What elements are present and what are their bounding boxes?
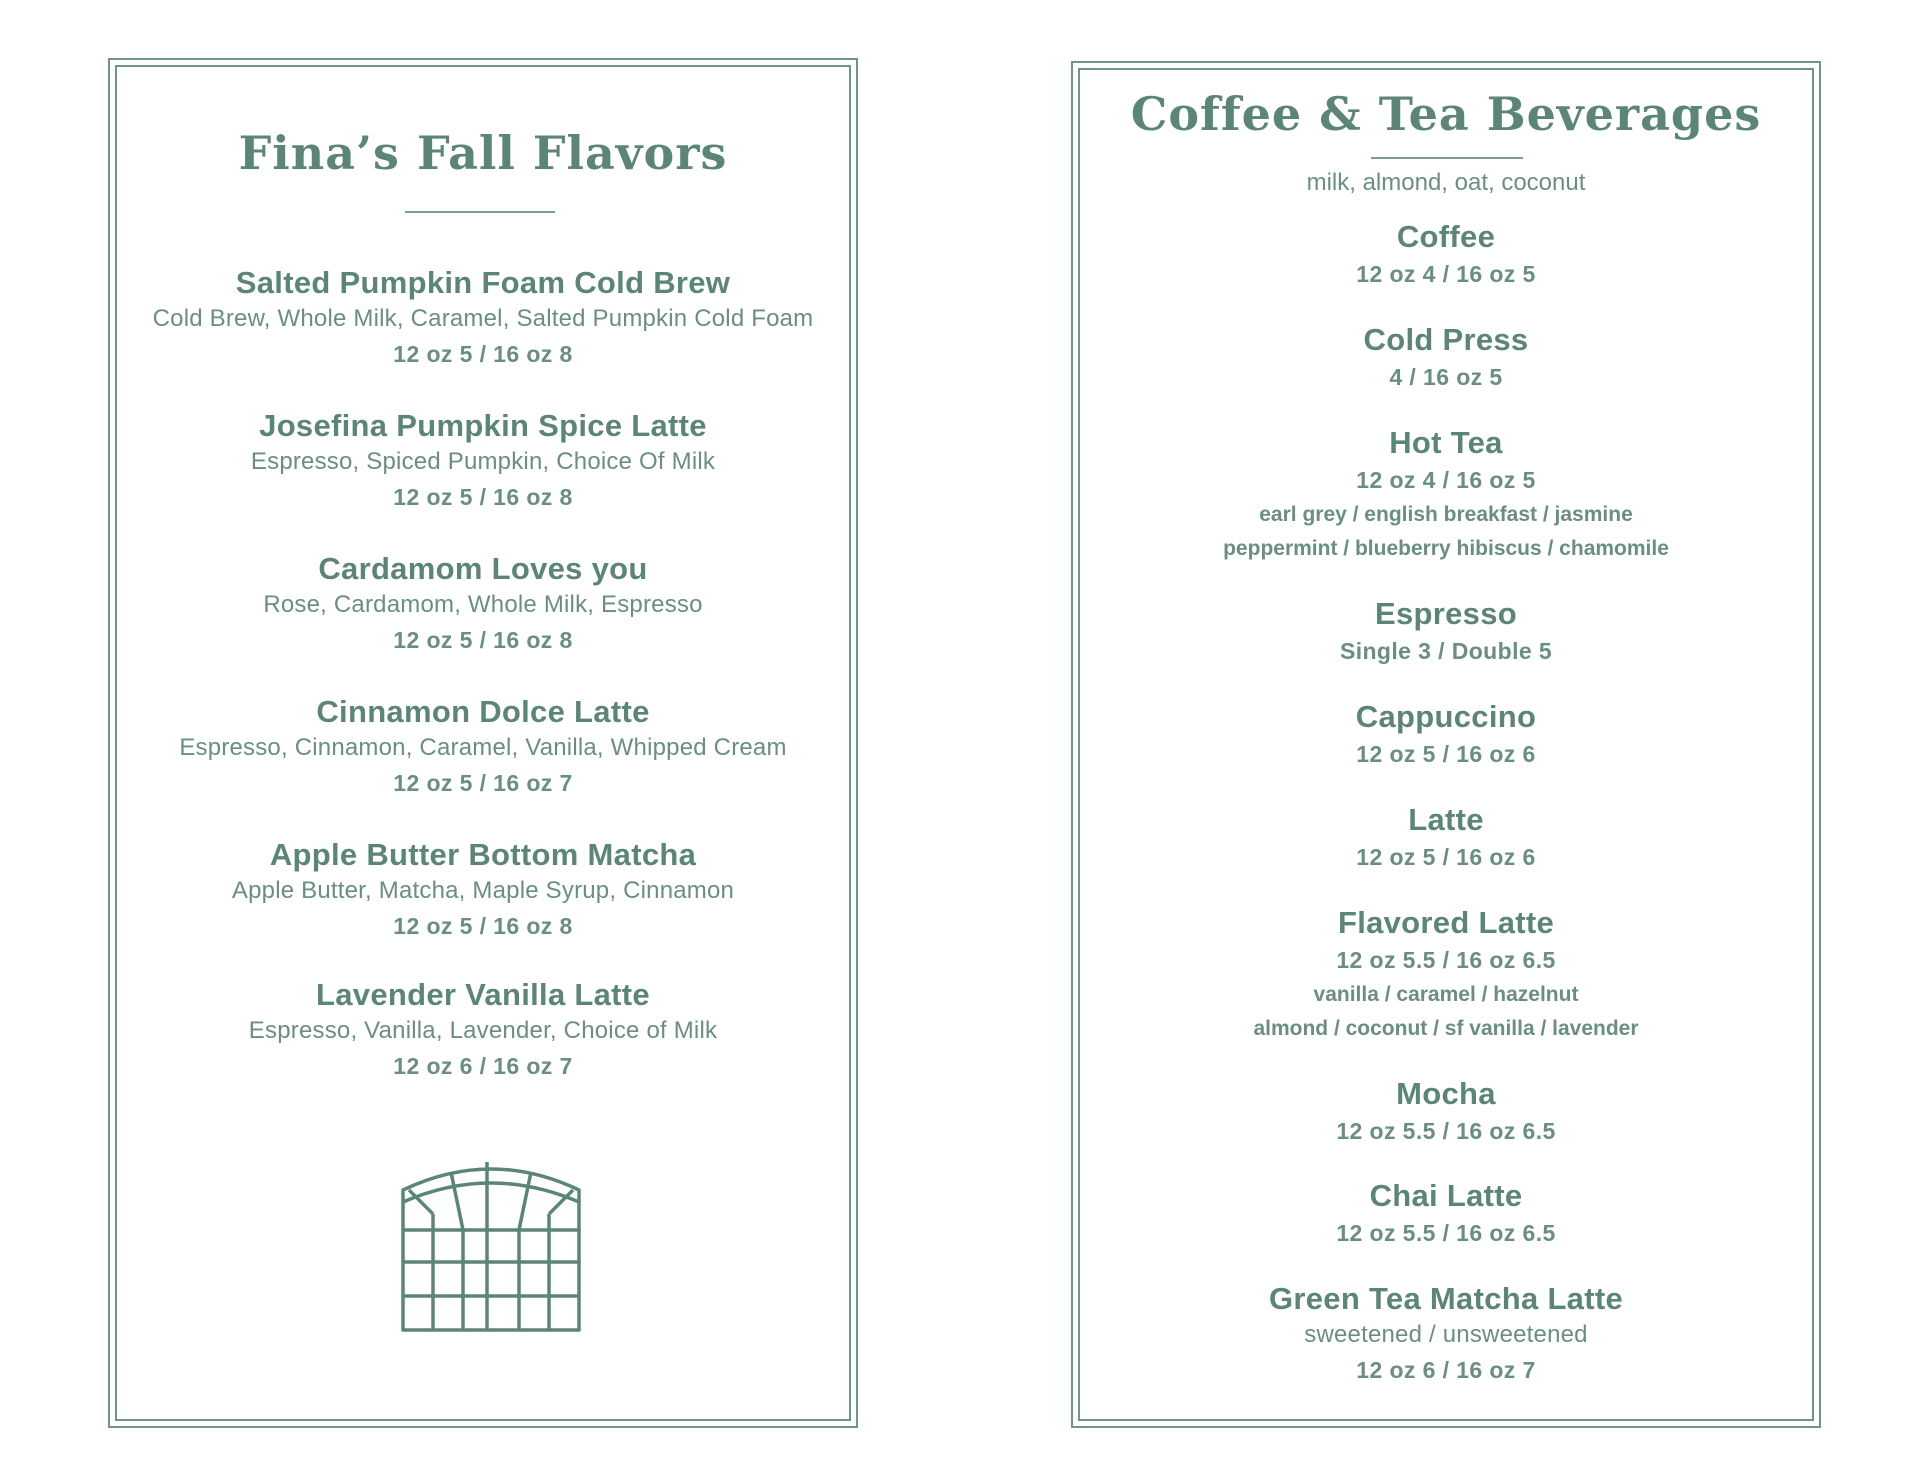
item-name: Cold Press bbox=[1363, 322, 1529, 357]
item-name: Mocha bbox=[1396, 1076, 1496, 1111]
item-price: 4 / 16 oz 5 bbox=[1389, 364, 1503, 390]
fall-flavors-title: Fina’s Fall Flavors bbox=[238, 126, 728, 180]
menu-item bbox=[110, 976, 856, 1084]
item-description: Espresso, Spiced Pumpkin, Choice Of Milk bbox=[250, 448, 716, 475]
item-price: 12 oz 5.5 / 16 oz 6.5 bbox=[1336, 1118, 1556, 1144]
item-price: 12 oz 5 / 16 oz 6 bbox=[1356, 741, 1536, 767]
item-name: Cappuccino bbox=[1355, 699, 1537, 734]
item-price: 12 oz 6 / 16 oz 7 bbox=[1356, 1357, 1536, 1383]
menu-item bbox=[1073, 595, 1819, 669]
milk-options: milk, almond, oat, coconut bbox=[1306, 169, 1586, 196]
coffee-tea-menu-panel bbox=[1071, 61, 1821, 1428]
item-name: Latte bbox=[1408, 802, 1484, 837]
item-description: Cold Brew, Whole Milk, Caramel, Salted Pumpkin Cold Foam bbox=[152, 305, 814, 332]
menu-item bbox=[1073, 1280, 1819, 1388]
item-name: Hot Tea bbox=[1389, 425, 1503, 460]
menu-item bbox=[110, 550, 856, 658]
menu-item bbox=[1073, 1075, 1819, 1149]
title-divider bbox=[405, 211, 555, 213]
item-price: 12 oz 5 / 16 oz 8 bbox=[393, 484, 573, 510]
item-price: 12 oz 5 / 16 oz 8 bbox=[393, 627, 573, 653]
item-price: 12 oz 5 / 16 oz 7 bbox=[393, 770, 573, 796]
menu-item bbox=[1073, 424, 1819, 566]
item-name: Coffee bbox=[1396, 219, 1496, 254]
item-description: sweetened / unsweetened bbox=[1304, 1321, 1588, 1348]
title-divider bbox=[1371, 157, 1523, 159]
item-price: 12 oz 5.5 / 16 oz 6.5 bbox=[1336, 947, 1556, 973]
item-name: Espresso bbox=[1375, 596, 1517, 631]
menu-item bbox=[1073, 321, 1819, 395]
flavor-options: almond / coconut / sf vanilla / lavender bbox=[1253, 1017, 1639, 1040]
menu-item bbox=[110, 407, 856, 515]
item-name: Salted Pumpkin Foam Cold Brew bbox=[235, 265, 731, 300]
item-description: Espresso, Cinnamon, Caramel, Vanilla, Whipped Cream bbox=[179, 734, 787, 761]
item-price: 12 oz 6 / 16 oz 7 bbox=[393, 1053, 573, 1079]
item-description: Apple Butter, Matcha, Maple Syrup, Cinnamon bbox=[231, 877, 735, 904]
item-name: Cinnamon Dolce Latte bbox=[316, 694, 650, 729]
item-name: Apple Butter Bottom Matcha bbox=[269, 837, 697, 872]
item-price: 12 oz 5.5 / 16 oz 6.5 bbox=[1336, 1220, 1556, 1246]
item-name: Green Tea Matcha Latte bbox=[1268, 1281, 1624, 1316]
item-name: Josefina Pumpkin Spice Latte bbox=[259, 408, 707, 443]
menu-item bbox=[1073, 218, 1819, 292]
coffee-tea-title: Coffee & Tea Beverages bbox=[1130, 87, 1762, 141]
menu-item bbox=[1073, 904, 1819, 1046]
menu-item bbox=[110, 264, 856, 372]
item-name: Chai Latte bbox=[1369, 1178, 1523, 1213]
item-price: 12 oz 4 / 16 oz 5 bbox=[1356, 467, 1536, 493]
item-price: 12 oz 4 / 16 oz 5 bbox=[1356, 261, 1536, 287]
arched-window-icon bbox=[399, 1160, 583, 1339]
tea-options: earl grey / english breakfast / jasmine bbox=[1259, 503, 1633, 526]
item-price: 12 oz 5 / 16 oz 6 bbox=[1356, 844, 1536, 870]
item-price: 12 oz 5 / 16 oz 8 bbox=[393, 913, 573, 939]
menu-item bbox=[1073, 1177, 1819, 1251]
item-name: Cardamom Loves you bbox=[318, 551, 648, 586]
menu-item bbox=[1073, 698, 1819, 772]
item-price: 12 oz 5 / 16 oz 8 bbox=[393, 341, 573, 367]
flavor-options: vanilla / caramel / hazelnut bbox=[1313, 983, 1579, 1006]
item-description: Espresso, Vanilla, Lavender, Choice of Milk bbox=[248, 1017, 718, 1044]
fall-flavors-menu-panel bbox=[108, 58, 858, 1428]
menu-item bbox=[110, 836, 856, 944]
item-name: Lavender Vanilla Latte bbox=[316, 977, 650, 1012]
menu-item bbox=[1073, 801, 1819, 875]
menu-item bbox=[110, 693, 856, 801]
item-name: Flavored Latte bbox=[1337, 905, 1555, 940]
item-price: Single 3 / Double 5 bbox=[1339, 638, 1553, 664]
tea-options: peppermint / blueberry hibiscus / chamomile bbox=[1223, 537, 1669, 560]
item-description: Rose, Cardamom, Whole Milk, Espresso bbox=[263, 591, 703, 618]
